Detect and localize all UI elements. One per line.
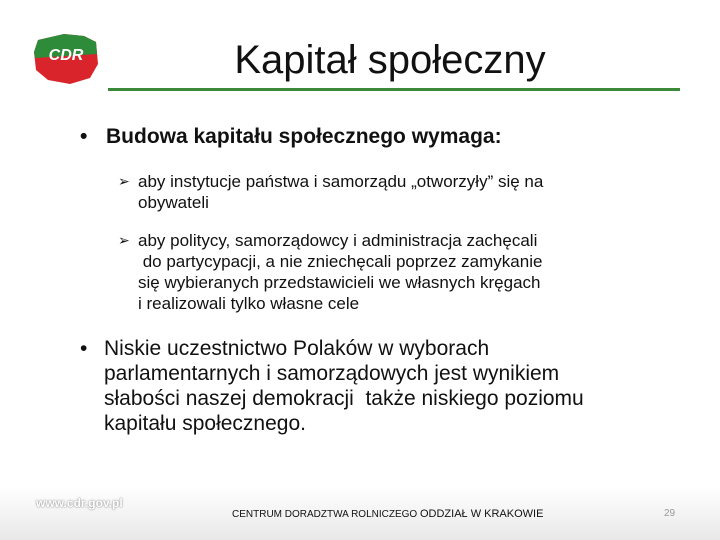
arrow-bullet-icon: ➢: [118, 232, 130, 248]
page-number: 29: [664, 508, 676, 519]
sub-bullet-item: [118, 230, 678, 314]
bullet-line: parlamentarnych i samorządowych jest wynikiem: [104, 362, 560, 385]
footer-url: www.cdr.gov.pl: [36, 496, 123, 510]
title-divider: [108, 88, 680, 91]
bullet-dot-icon: •: [80, 337, 88, 360]
arrow-bullet-icon: ➢: [118, 173, 130, 189]
bullet-item: [80, 336, 680, 436]
sub-bullet-line: do partycypacji, a nie zniechęcali poprzez zamykanie: [138, 252, 543, 271]
logo-text: CDR: [48, 47, 84, 64]
footer-branch: ODDZIAŁ W KRAKOWIE: [419, 508, 544, 520]
sub-bullet-line: obywateli: [138, 193, 209, 212]
sub-bullet-item: [118, 171, 678, 213]
sub-bullet-line: i realizowali tylko własne cele: [138, 294, 360, 313]
slide-title: Kapitał społeczny: [234, 38, 546, 82]
bullet-line: kapitału społecznego.: [104, 412, 306, 435]
footer-organization: [232, 508, 543, 520]
cdr-logo: [30, 30, 102, 88]
sub-bullet-line: się wybieranych przedstawicieli we własnych kręgach: [138, 273, 541, 292]
bullet-dot-icon: •: [80, 125, 88, 148]
bullet-text: Budowa kapitału społecznego wymaga:: [106, 125, 502, 148]
bullet-line: słabości naszej demokracji także niskiego poziomu: [104, 387, 584, 410]
sub-bullet-line: aby instytucje państwa i samorządu „otworzyły” się na: [138, 172, 544, 191]
bullet-line: Niskie uczestnictwo Polaków w wyborach: [104, 337, 490, 360]
sub-bullet-line: aby politycy, samorządowcy i administracja zachęcali: [138, 231, 538, 250]
footer-org-name: CENTRUM DORADZTWA ROLNICZEGO: [232, 509, 420, 520]
